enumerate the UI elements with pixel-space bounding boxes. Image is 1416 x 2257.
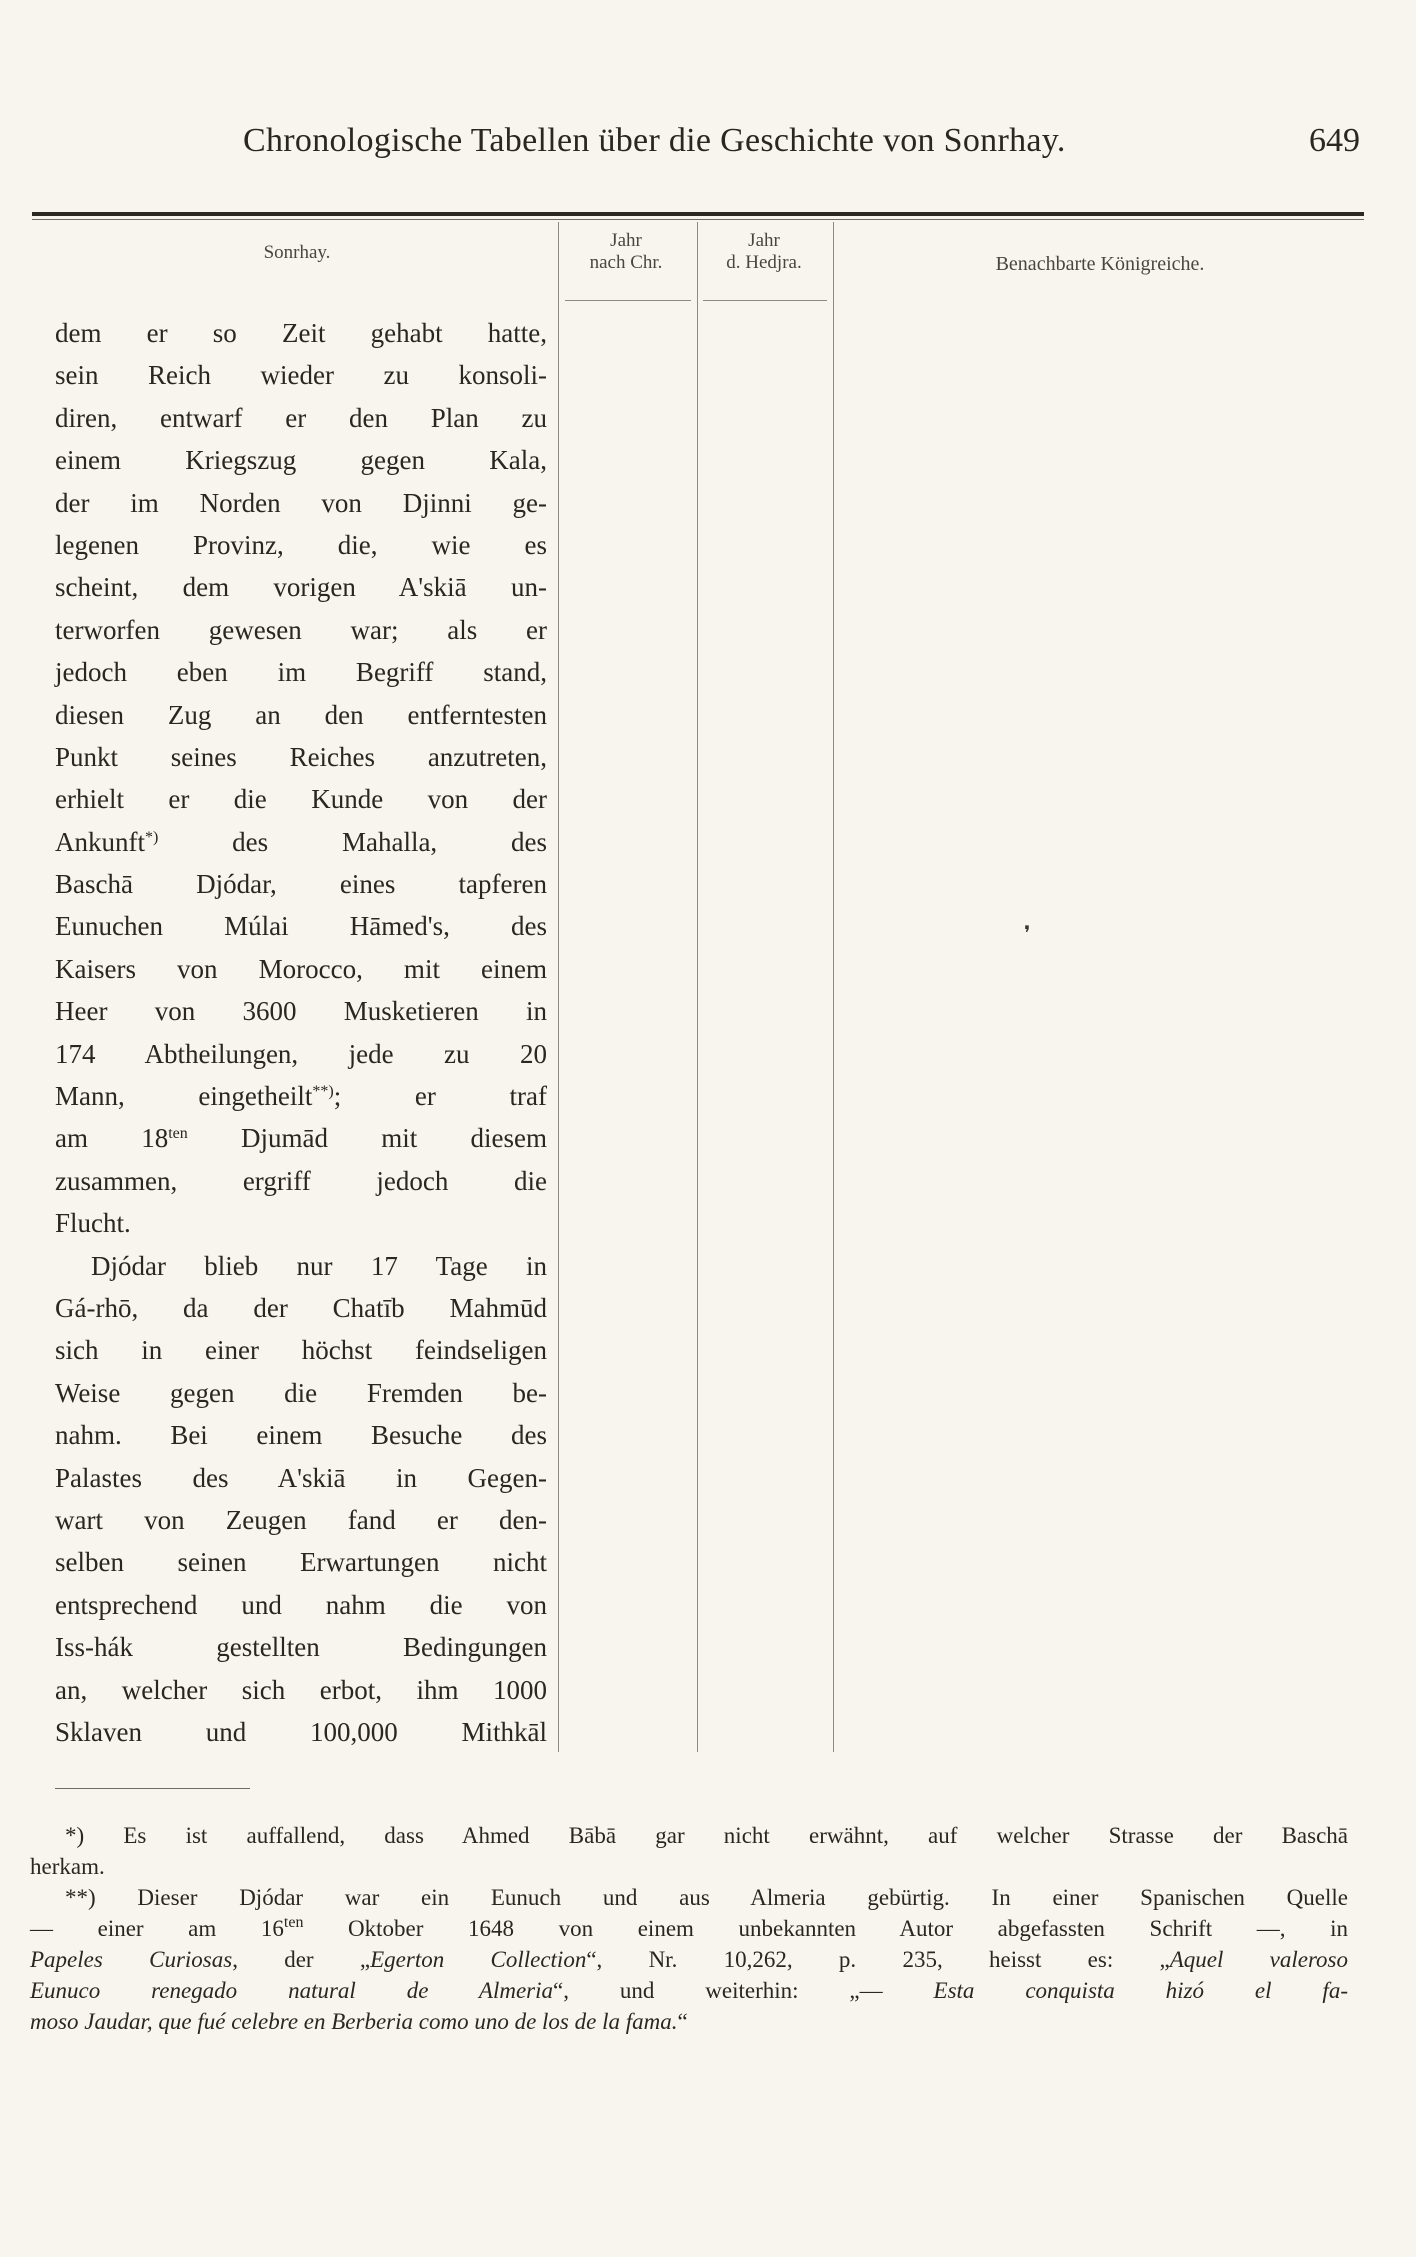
text-fragment: — einer am 16 [30,1916,284,1941]
italic-fragment: moso Jaudar, que fué celebre en Berberia como uno de los de la fama. [30,2009,678,2034]
column-header-underline-2 [703,300,827,301]
text-line: Punkt seines Reiches anzutreten, [55,741,547,772]
column-header-jahr-chr [560,230,692,274]
footnotes [30,1820,1348,2037]
text-line: wart von Zeugen fand er den- [55,1504,547,1535]
sonrhay-column-text [55,312,547,1753]
footnote-line [30,1944,1348,1975]
footnote-line [30,1975,1348,2006]
ordinal-suffix: ten [168,1125,188,1143]
footnote-ref-1: *) [145,828,159,846]
footnote-line [30,1913,1348,1944]
column-divider-3 [833,222,834,1752]
text-line: sein Reich wieder zu konsoli- [55,360,547,391]
text-line: erhielt er die Kunde von der [55,784,547,815]
column-header-jahr-chr-line2: nach Chr. [589,252,663,273]
text-fragment: Djumād mit diesem [187,1123,547,1154]
page-number: 649 [1309,122,1360,159]
text-line: Baschā Djódar, eines tapferen [55,869,547,900]
stray-ink-mark: ❜ [1024,923,1031,945]
footnote-rule [55,1788,250,1789]
text-line: nahm. Bei einem Besuche des [55,1420,547,1451]
footnote-line: **) Dieser Djódar war ein Eunuch und aus Almeria gebürtig. In einer Spanischen Quelle [65,1885,1348,1910]
text-line: Gá-rhō, da der Chatīb Mahmūd [55,1292,547,1323]
text-line: Eunuchen Múlai Hāmed's, des [55,911,547,942]
footnote-line: *) Es ist auffallend, dass Ahmed Bābā gar nicht erwähnt, auf welcher Strasse der Baschā [65,1823,1348,1848]
text-line: Flucht. [55,1208,131,1239]
text-line: einem Kriegszug gegen Kala, [55,445,547,476]
text-line: jedoch eben im Begriff stand, [55,657,547,688]
footnote-line: herkam. [30,1854,105,1879]
text-line: Weise gegen die Fremden be- [55,1377,547,1408]
header-rule-thick [32,212,1364,216]
text-line: diesen Zug an den entferntesten [55,699,547,730]
text-line: Iss-hák gestellten Bedingungen [55,1632,547,1663]
text-line: der im Norden von Djinni ge- [55,487,547,518]
text-fragment: ; er traf [333,1081,547,1112]
text-line: diren, entwarf er den Plan zu [55,402,547,433]
column-header-jahr-hedjra-line1: Jahr [748,230,780,251]
text-fragment: des Mahalla, des [158,826,547,857]
column-header-underline-1 [565,300,691,301]
footnote-ref-2: **) [312,1083,334,1101]
column-header-nachbar: Benachbarte Königreiche. [995,253,1205,275]
text-line: terworfen gewesen war; als er [55,614,547,645]
text-line: Palastes des A'skiā in Gegen- [55,1462,547,1493]
column-header-jahr-chr-line1: Jahr [610,230,642,251]
text-fragment: , der „ [232,1947,371,1972]
running-header-title: Chronologische Tabellen über die Geschichte von Sonrhay. [243,122,1066,159]
column-divider-1 [558,222,559,1752]
italic-fragment: Eunuco renegado natural de Almeria [30,1978,554,2003]
text-line: an, welcher sich erbot, ihm 1000 [55,1674,547,1705]
text-fragment: “, und weiterhin: „— [553,1978,934,2003]
text-fragment: Mann, eingetheilt [55,1081,313,1112]
footnote-line [30,2006,1348,2037]
italic-fragment: Esta conquista hizó el fa- [933,1978,1348,2003]
text-line: Kaisers von Morocco, mit einem [55,953,547,984]
text-line: Sklaven und 100,000 Mithkāl [55,1716,547,1747]
column-header-sonrhay: Sonrhay. [263,242,331,263]
text-line [55,1075,547,1117]
text-line: 174 Abtheilungen, jede zu 20 [55,1038,547,1069]
column-header-jahr-hedjra-line2: d. Hedjra. [726,252,802,273]
text-line [55,1117,547,1159]
text-line: scheint, dem vorigen A'skiā un- [55,572,547,603]
header-rule-thin [32,219,1364,220]
text-fragment: “, Nr. 10,262, p. 235, heisst es: „ [586,1947,1170,1972]
text-line: zusammen, ergriff jedoch die [55,1165,547,1196]
ordinal-suffix: ten [283,1914,304,1931]
text-line [55,821,547,863]
text-line: selben seinen Erwartungen nicht [55,1547,547,1578]
italic-fragment: Egerton Collection [370,1947,587,1972]
column-header-jahr-hedjra [698,230,830,274]
italic-fragment: Aquel valeroso [1169,1947,1349,1972]
text-line: Djódar blieb nur 17 Tage in [91,1250,547,1281]
text-fragment: “ [677,2009,688,2034]
text-fragment: am 18 [55,1123,169,1154]
text-line: sich in einer höchst feindseligen [55,1335,547,1366]
text-fragment: Ankunft [55,826,145,857]
column-divider-2 [697,222,698,1752]
text-line: Heer von 3600 Musketieren in [55,996,547,1027]
text-line: legenen Provinz, die, wie es [55,529,547,560]
text-line: dem er so Zeit gehabt hatte, [55,318,547,348]
text-fragment: Oktober 1648 von einem unbekannten Autor abgefassten Schrift —, in [303,1916,1348,1941]
text-line: entsprechend und nahm die von [55,1589,547,1620]
italic-fragment: Papeles Curiosas [30,1947,233,1972]
